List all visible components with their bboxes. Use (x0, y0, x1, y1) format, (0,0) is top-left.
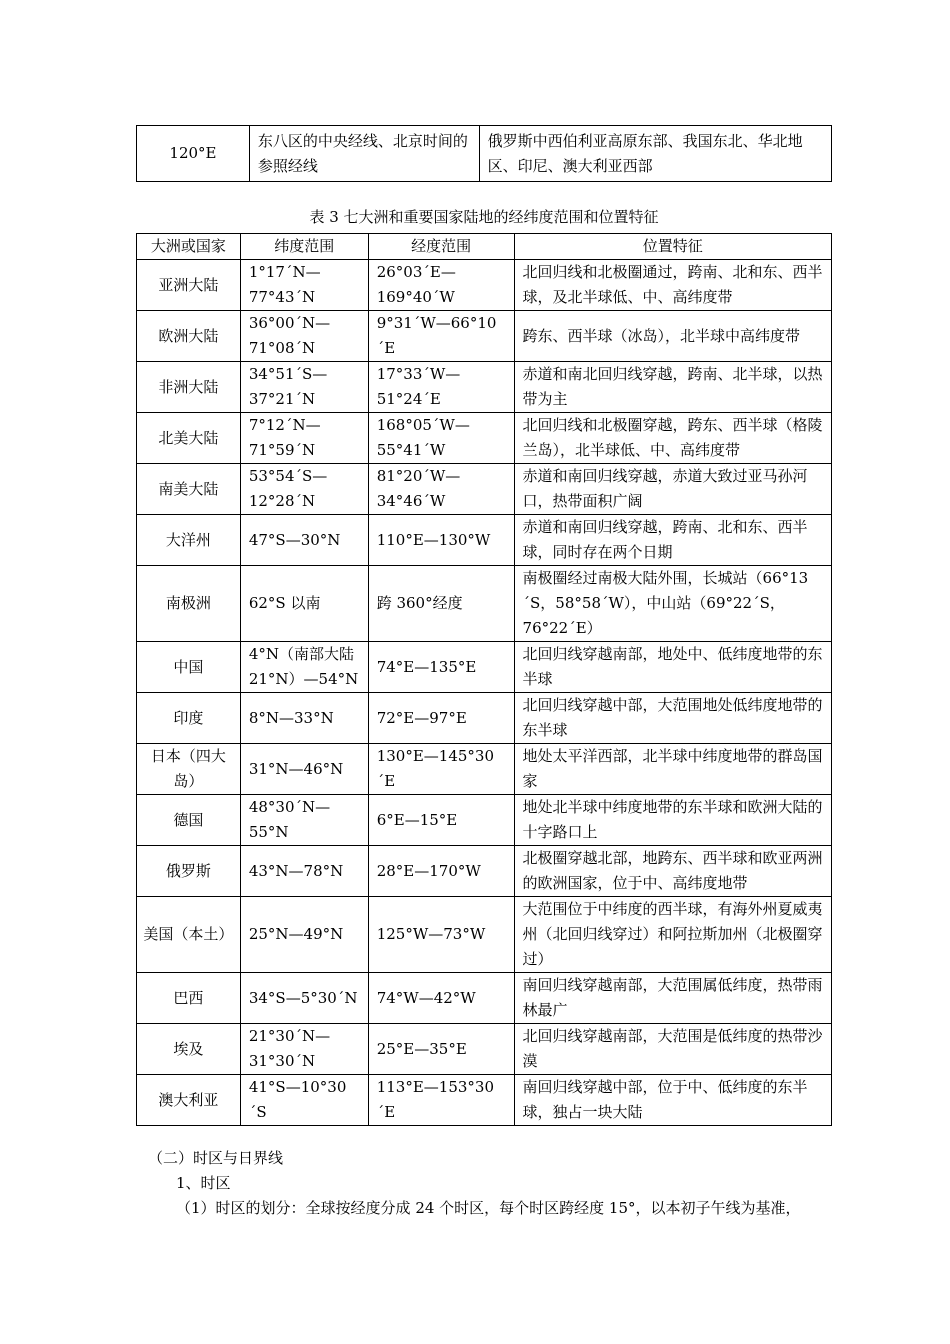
region-cell: 北美大陆 (137, 413, 241, 464)
latitude-cell: 53°54´S—12°28´N (240, 464, 368, 515)
region-cell: 印度 (137, 693, 241, 744)
longitude-cell: 17°33´W—51°24´E (368, 362, 514, 413)
latitude-cell: 31°N—46°N (240, 744, 368, 795)
longitude-cell: 跨 360°经度 (368, 566, 514, 642)
longitude-cell: 110°E—130°W (368, 515, 514, 566)
longitude-cell: 9°31´W—66°10´E (368, 311, 514, 362)
latitude-cell: 1°17´N—77°43´N (240, 260, 368, 311)
region-cell: 俄罗斯 (137, 846, 241, 897)
feature-cell: 跨东、西半球（冰岛），北半球中高纬度带 (514, 311, 831, 362)
table-row (137, 260, 832, 311)
table-row (137, 973, 832, 1024)
latitude-cell: 34°51´S—37°21´N (240, 362, 368, 413)
table-cell: 120°E (137, 126, 250, 182)
table-row (137, 311, 832, 362)
table-row (137, 642, 832, 693)
feature-cell: 赤道和南北回归线穿越，跨南、北半球，以热带为主 (514, 362, 831, 413)
feature-cell: 南回归线穿越南部，大范围属低纬度，热带雨林最广 (514, 973, 831, 1024)
table-row (137, 846, 832, 897)
region-cell: 中国 (137, 642, 241, 693)
latitude-cell: 25°N—49°N (240, 897, 368, 973)
table-cell: 俄罗斯中西伯利亚高原东部、我国东北、华北地区、印尼、澳大利亚西部 (479, 126, 831, 182)
table-row (137, 1024, 832, 1075)
table-row (137, 126, 832, 182)
table-row (137, 795, 832, 846)
longitude-cell: 130°E—145°30´E (368, 744, 514, 795)
region-cell: 美国（本土） (137, 897, 241, 973)
feature-cell: 北回归线和北极圈通过，跨南、北和东、西半球，及北半球低、中、高纬度带 (514, 260, 831, 311)
top-table (136, 125, 832, 182)
longitude-cell: 25°E—35°E (368, 1024, 514, 1075)
latitude-cell: 4°N（南部大陆 21°N）—54°N (240, 642, 368, 693)
table-row (137, 464, 832, 515)
longitude-cell: 72°E—97°E (368, 693, 514, 744)
section-title: （二）时区与日界线 (148, 1149, 284, 1167)
longitude-cell: 28°E—170°W (368, 846, 514, 897)
latitude-cell: 34°S—5°30´N (240, 973, 368, 1024)
region-cell: 欧洲大陆 (137, 311, 241, 362)
feature-cell: 北回归线穿越南部，地处中、低纬度地带的东半球 (514, 642, 831, 693)
body-paragraph: （1）时区的划分：全球按经度分成 24 个时区，每个时区跨经度 15°，以本初子午线为基准， (176, 1199, 801, 1217)
feature-cell: 南极圈经过南极大陆外围，长城站（66°13´S，58°58´W），中山站（69°22´S，76°22´E） (514, 566, 831, 642)
feature-cell: 赤道和南回归线穿越，赤道大致过亚马孙河口，热带面积广阔 (514, 464, 831, 515)
region-cell: 南极洲 (137, 566, 241, 642)
region-cell: 澳大利亚 (137, 1075, 241, 1126)
feature-cell: 北回归线穿越中部，大范围地处低纬度地带的东半球 (514, 693, 831, 744)
column-header: 大洲或国家 (137, 234, 241, 260)
region-cell: 德国 (137, 795, 241, 846)
table-row (137, 362, 832, 413)
longitude-cell: 74°W—42°W (368, 973, 514, 1024)
table-row (137, 566, 832, 642)
region-cell: 非洲大陆 (137, 362, 241, 413)
latitude-longitude-table (136, 233, 832, 1126)
table-caption: 表 3 七大洲和重要国家陆地的经纬度范围和位置特征 (309, 208, 659, 226)
longitude-cell: 26°03´E—169°40´W (368, 260, 514, 311)
latitude-cell: 41°S—10°30´S (240, 1075, 368, 1126)
longitude-cell: 6°E—15°E (368, 795, 514, 846)
latitude-cell: 36°00´N—71°08´N (240, 311, 368, 362)
feature-cell: 大范围位于中纬度的西半球，有海外州夏威夷州（北回归线穿过）和阿拉斯加州（北极圈穿过） (514, 897, 831, 973)
feature-cell: 地处太平洋西部，北半球中纬度地带的群岛国家 (514, 744, 831, 795)
table-row (137, 693, 832, 744)
latitude-cell: 21°30´N—31°30´N (240, 1024, 368, 1075)
region-cell: 埃及 (137, 1024, 241, 1075)
longitude-cell: 81°20´W—34°46´W (368, 464, 514, 515)
subsection-title: 1、时区 (176, 1174, 231, 1192)
latitude-cell: 47°S—30°N (240, 515, 368, 566)
region-cell: 日本（四大岛） (137, 744, 241, 795)
feature-cell: 南回归线穿越中部，位于中、低纬度的东半球，独占一块大陆 (514, 1075, 831, 1126)
feature-cell: 北回归线和北极圈穿越，跨东、西半球（格陵兰岛），北半球低、中、高纬度带 (514, 413, 831, 464)
region-cell: 亚洲大陆 (137, 260, 241, 311)
table-header-row (137, 234, 832, 260)
latitude-cell: 8°N—33°N (240, 693, 368, 744)
latitude-cell: 48°30´N—55°N (240, 795, 368, 846)
latitude-cell: 62°S 以南 (240, 566, 368, 642)
feature-cell: 赤道和南回归线穿越，跨南、北和东、西半球，同时存在两个日期 (514, 515, 831, 566)
table-row (137, 413, 832, 464)
longitude-cell: 168°05´W—55°41´W (368, 413, 514, 464)
latitude-cell: 43°N—78°N (240, 846, 368, 897)
table-cell: 东八区的中央经线、北京时间的参照经线 (249, 126, 479, 182)
region-cell: 大洋州 (137, 515, 241, 566)
table-row (137, 515, 832, 566)
feature-cell: 地处北半球中纬度地带的东半球和欧洲大陆的十字路口上 (514, 795, 831, 846)
latitude-cell: 7°12´N—71°59´N (240, 413, 368, 464)
column-header: 经度范围 (368, 234, 514, 260)
column-header: 纬度范围 (240, 234, 368, 260)
table-row (137, 897, 832, 973)
column-header: 位置特征 (514, 234, 831, 260)
longitude-cell: 113°E—153°30´E (368, 1075, 514, 1126)
region-cell: 南美大陆 (137, 464, 241, 515)
longitude-cell: 125°W—73°W (368, 897, 514, 973)
feature-cell: 北极圈穿越北部，地跨东、西半球和欧亚两洲的欧洲国家，位于中、高纬度地带 (514, 846, 831, 897)
table-row (137, 1075, 832, 1126)
region-cell: 巴西 (137, 973, 241, 1024)
table-row (137, 744, 832, 795)
feature-cell: 北回归线穿越南部，大范围是低纬度的热带沙漠 (514, 1024, 831, 1075)
longitude-cell: 74°E—135°E (368, 642, 514, 693)
